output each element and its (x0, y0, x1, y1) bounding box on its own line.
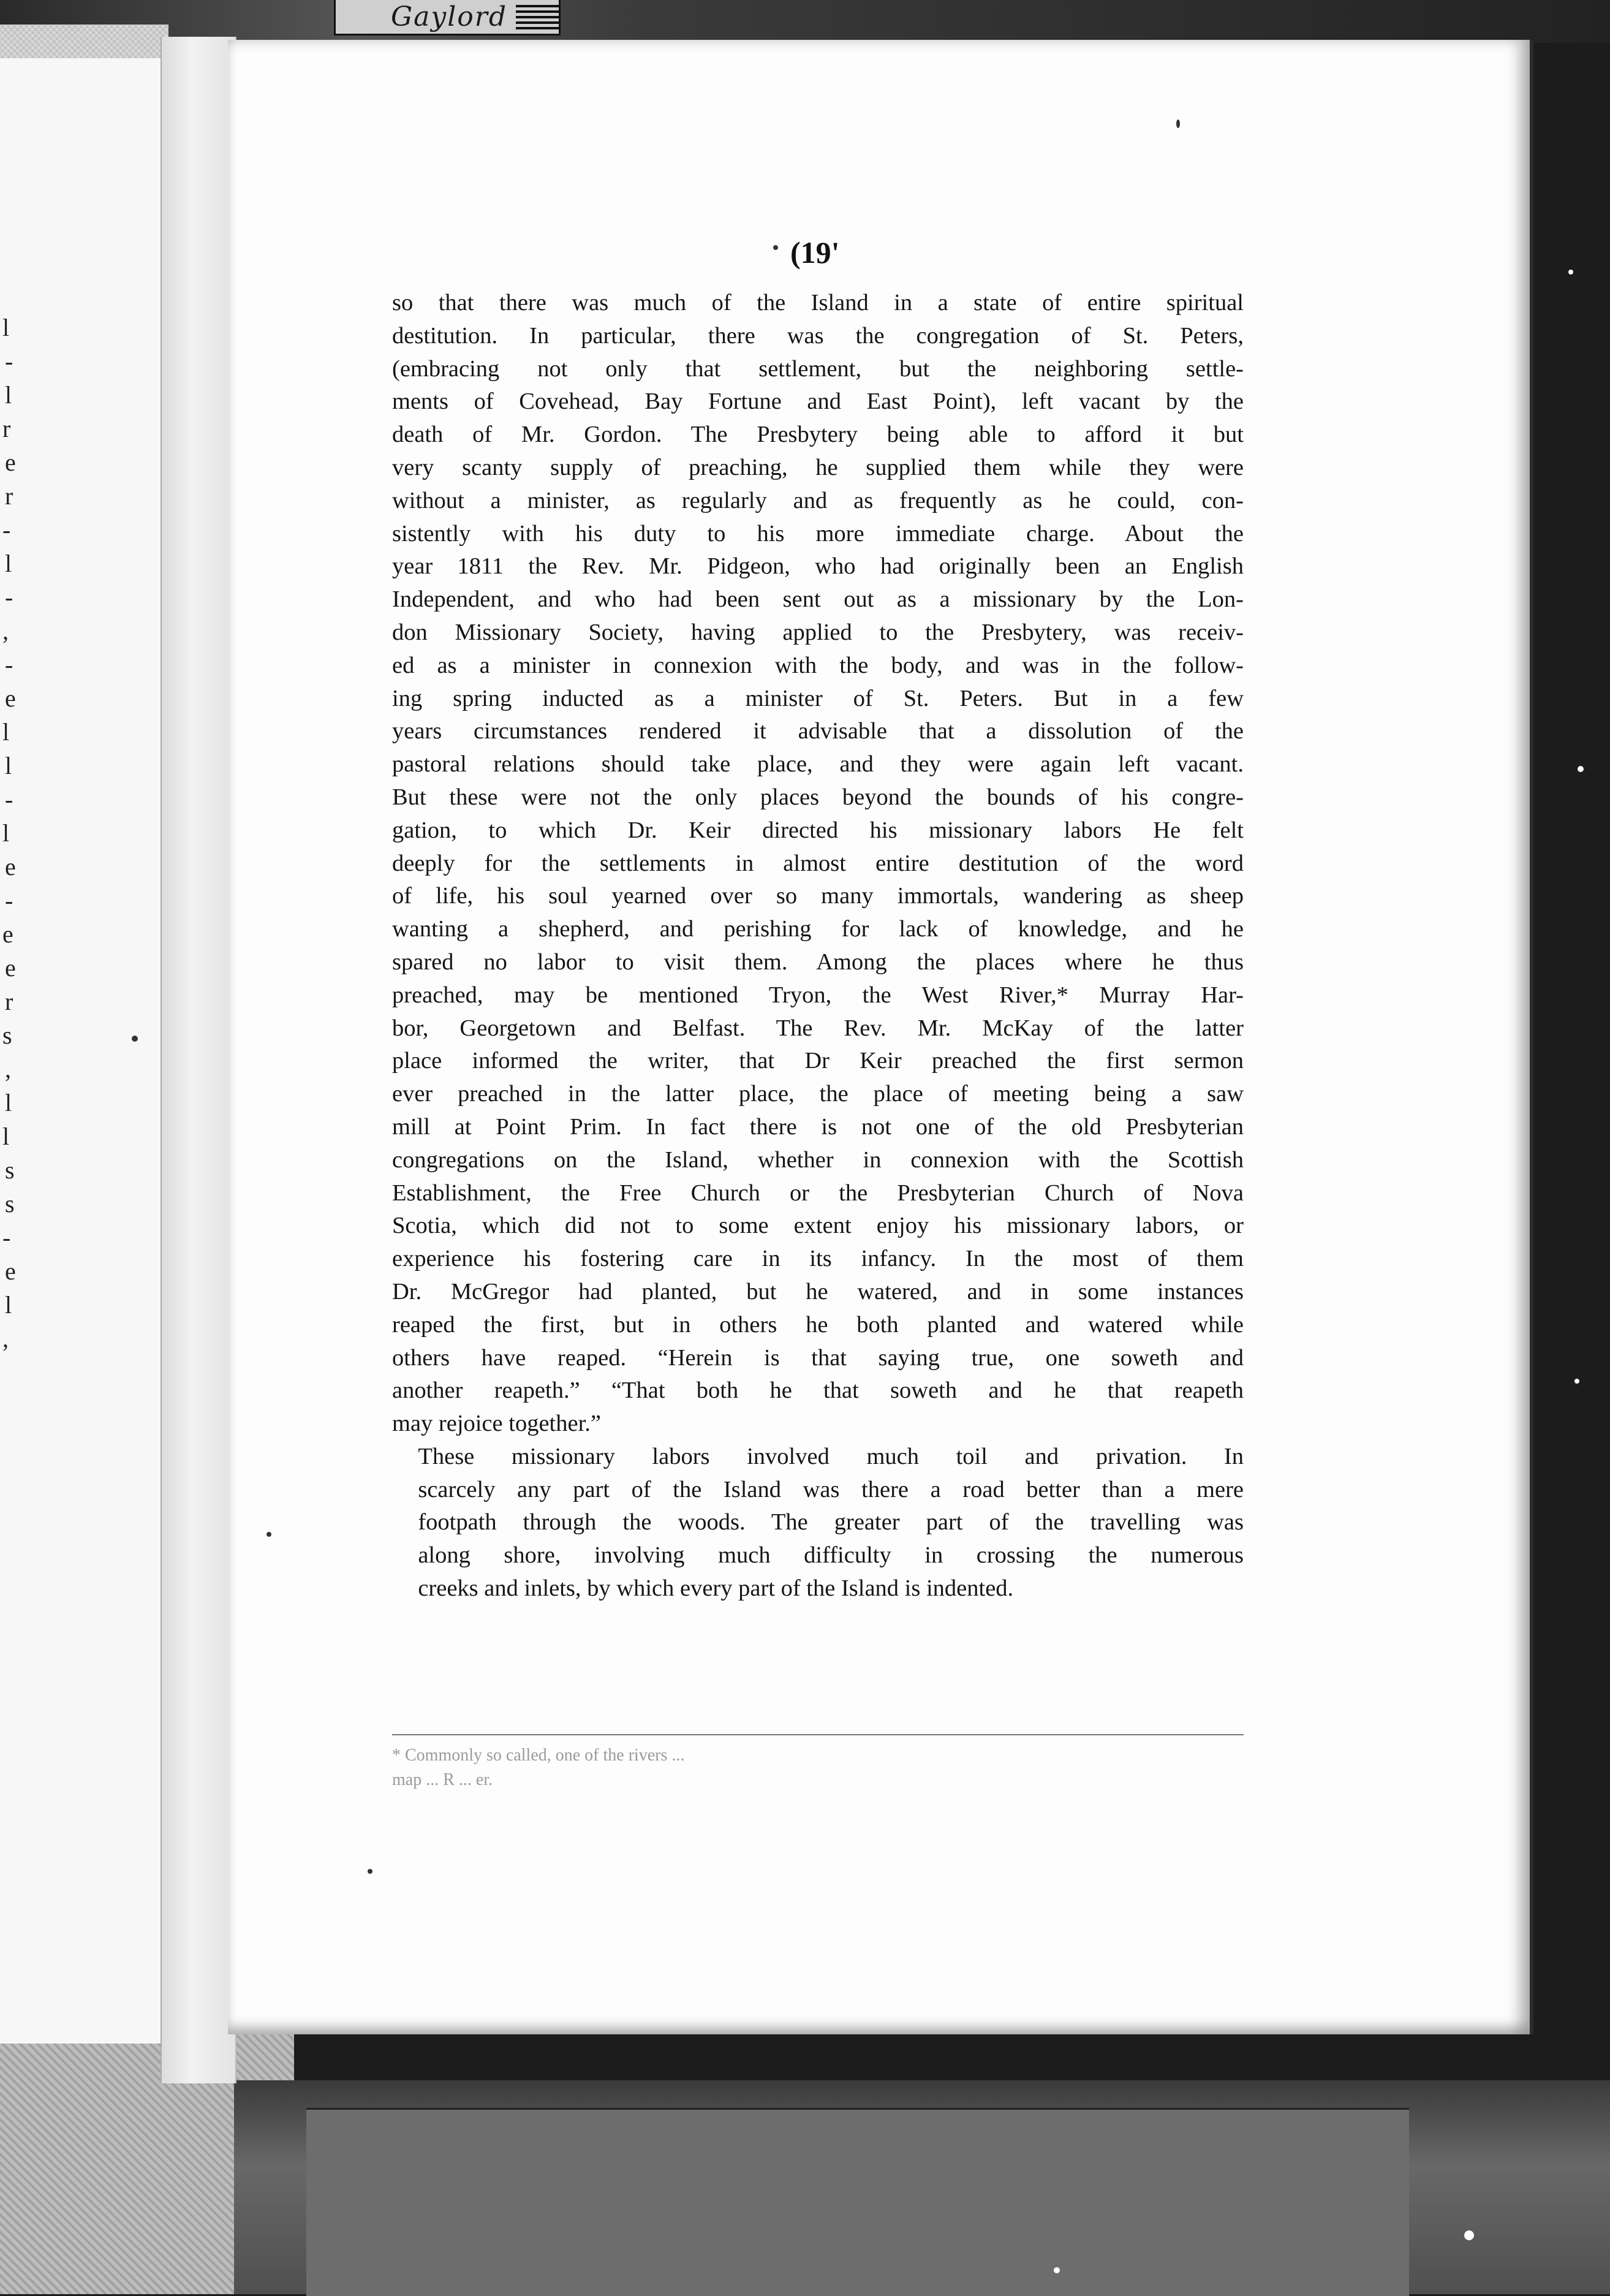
scan-speck (773, 245, 778, 250)
facing-page-fragment: s (5, 1156, 15, 1184)
scan-speck (1578, 766, 1584, 772)
text-line: Establishment, the Free Church or the Presbyterian Church of Nova (392, 1180, 1244, 1206)
text-line: ments of Covehead, Bay Fortune and East Point), left vacant by the (392, 388, 1244, 415)
scan-speck (1176, 119, 1180, 128)
text-line: wanting a shepherd, and perishing for lack of knowledge, and he (392, 916, 1244, 942)
text-line: years circumstances rendered it advisable that a dissolution of the (392, 718, 1244, 744)
scan-speck (266, 1532, 271, 1537)
scan-speck (1568, 270, 1573, 275)
text-line: creeks and inlets, by which every part of the Island is indented. (418, 1575, 1014, 1602)
facing-page-text-edge (1, 58, 38, 2044)
facing-page-fragment: - (2, 1224, 11, 1251)
text-line: footpath through the woods. The greater part of the travelling was (418, 1509, 1244, 1536)
paragraph-1 (392, 287, 1244, 1441)
text-line: But these were not the only places beyond the bounds of his congre- (392, 784, 1244, 810)
facing-page-fragment: , (5, 1055, 11, 1083)
facing-page-fragment: s (2, 1021, 12, 1049)
facing-page-fragment: e (5, 853, 16, 881)
book-board-bottom (306, 2108, 1409, 2296)
text-line: without a minister, as regularly and as frequently as he could, con- (392, 487, 1244, 513)
text-line: deeply for the settlements in almost entire destitution of the word (392, 850, 1244, 876)
book-gutter (161, 37, 236, 2083)
text-line: place informed the writer, that Dr Keir preached the first sermon (392, 1048, 1244, 1074)
facing-page-fragment: l (2, 718, 10, 746)
text-line: mill at Point Prim. In fact there is not one of the old Presbyterian (392, 1113, 1244, 1140)
facing-page-fragment: l (2, 819, 10, 847)
text-line: bor, Georgetown and Belfast. The Rev. Mr. McKay of the latter (392, 1015, 1244, 1041)
facing-page-fragment: - (5, 347, 13, 375)
text-line: preached, may be mentioned Tryon, the West River,* Murray Har- (392, 982, 1244, 1008)
text-line: Independent, and who had been sent out as a missionary by the Lon- (392, 586, 1244, 613)
facing-page-fragment: - (5, 887, 13, 914)
text-line: destitution. In particular, there was the congregation of St. Peters, (392, 322, 1244, 349)
footnote-line-1: * Commonly so called, one of the rivers ... (392, 1746, 685, 1765)
facing-page-fragment: l (5, 550, 12, 577)
text-line: scarcely any part of the Island was there a road better than a mere (418, 1476, 1244, 1502)
text-line: sistently with his duty to his more immediate charge. About the (392, 520, 1244, 547)
footnote-line-2: map ... R ... er. (392, 1770, 493, 1789)
facing-page-fragment: , (2, 1325, 9, 1352)
gaylord-label-text: Gaylord (391, 1, 507, 32)
text-line: another reapeth.” “That both he that soweth and he that reapeth (392, 1377, 1244, 1404)
scan-speck (132, 1036, 138, 1042)
facing-page-fragment: e (5, 954, 16, 982)
facing-page-fragment: e (5, 1257, 16, 1285)
paragraph-2 (392, 1441, 1244, 1605)
text-line: don Missionary Society, having applied to the Presbytery, was receiv- (392, 619, 1244, 645)
text-line: along shore, involving much difficulty in crossing the numerous (418, 1542, 1244, 1569)
facing-page-fragment: e (2, 920, 13, 948)
text-line: spared no labor to visit them. Among the places where he thus (392, 949, 1244, 975)
facing-page-fragment: r (5, 988, 13, 1015)
text-line: so that there was much of the Island in a state of entire spiritual (392, 290, 1244, 316)
text-line: gation, to which Dr. Keir directed his missionary labors He felt (392, 817, 1244, 843)
facing-page-fragment: - (5, 583, 13, 611)
text-line: These missionary labors involved much toil and privation. In (418, 1443, 1244, 1469)
facing-page-fragment: s (5, 1190, 15, 1218)
facing-page-fragment: , (2, 617, 9, 645)
footnote-divider (392, 1734, 1244, 1735)
scan-speck (1464, 2230, 1474, 2240)
text-line: of life, his soul yearned over so many immortals, wandering as sheep (392, 883, 1244, 909)
facing-page-fragment: l (5, 381, 12, 409)
facing-page-fragment: l (2, 314, 10, 341)
scan-speck (1574, 1379, 1579, 1384)
text-line: ing spring inducted as a minister of St. Peters. But in a few (392, 685, 1244, 711)
facing-page-fragment: l (5, 1291, 12, 1319)
text-line: ever preached in the latter place, the place of meeting being a saw (392, 1081, 1244, 1107)
text-line: others have reaped. “Herein is that saying true, one soweth and (392, 1344, 1244, 1371)
text-line: Dr. McGregor had planted, but he watered, and in some instances (392, 1278, 1244, 1305)
page-body-text (392, 287, 1244, 1605)
footnote (392, 1743, 1250, 1792)
text-line: death of Mr. Gordon. The Presbytery being able to afford it but (392, 422, 1244, 448)
scan-speck (368, 1869, 372, 1874)
facing-page-fragment: - (5, 651, 13, 678)
text-line: may rejoice together.” (392, 1411, 601, 1437)
facing-page-fragment: l (5, 752, 12, 779)
scan-background-top (0, 0, 1610, 43)
text-line: Scotia, which did not to some extent enjoy his missionary labors, or (392, 1213, 1244, 1239)
facing-page-fragment: - (2, 516, 11, 544)
facing-page-fragment: l (5, 1089, 12, 1116)
facing-page-fragment: r (2, 415, 11, 442)
text-line: (embracing not only that settlement, but the neighboring settle- (392, 355, 1244, 382)
facing-page-fragment: e (5, 449, 16, 476)
text-line: year 1811 the Rev. Mr. Pidgeon, who had originally been an English (392, 553, 1244, 580)
scan-speck (1054, 2267, 1060, 2273)
facing-page-left (0, 58, 162, 2044)
facing-page-fragment: l (2, 1123, 10, 1150)
text-line: pastoral relations should take place, and they were again left vacant. (392, 751, 1244, 778)
text-line: experience his fostering care in its infancy. In the most of them (392, 1246, 1244, 1272)
gaylord-label (334, 0, 561, 36)
facing-page-fragment: r (5, 482, 13, 510)
text-line: congregations on the Island, whether in connexion with the Scottish (392, 1146, 1244, 1173)
text-line: reaped the first, but in others he both planted and watered while (392, 1311, 1244, 1338)
text-line: very scanty supply of preaching, he supplied them while they were (392, 454, 1244, 480)
page-number: (19' (790, 235, 840, 270)
label-stripes-icon (516, 5, 559, 29)
facing-page-fragment: - (5, 786, 13, 813)
text-line: ed as a minister in connexion with the body, and was in the follow- (392, 652, 1244, 678)
facing-page-fragment: e (5, 684, 16, 712)
